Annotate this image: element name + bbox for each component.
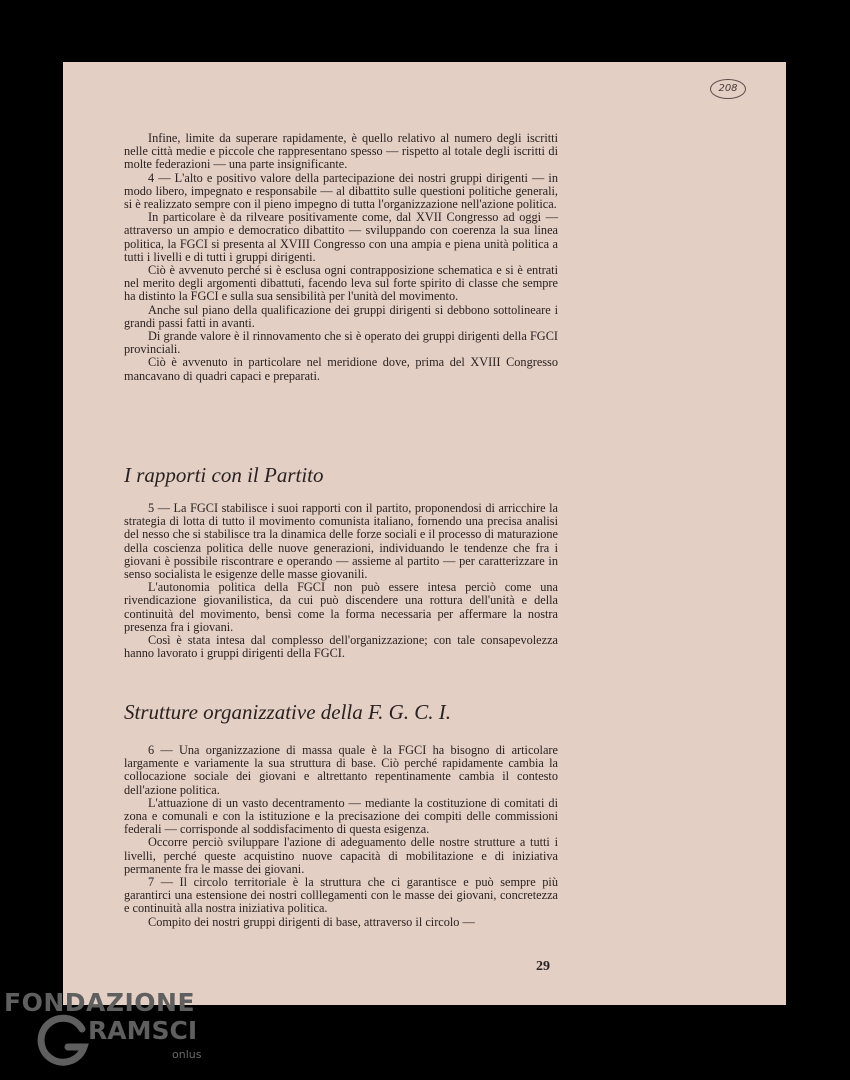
paragraph: Occorre perciò sviluppare l'azione di adeguamento delle nostre strutture a tutti i livelli, perché queste acquistino nuove capacità di mobilitazione e di iniziativa permanente fra le masse dei giovani.: [124, 835, 558, 876]
watermark-line2: RAMSCI: [88, 1016, 198, 1045]
paragraph: L'autonomia politica della FGCI non può essere intesa perciò come una rivendicazione giovanilistica, da cui può discendere una rottura dell'unità e della continuità del movimento, bensì come la forma necessaria per affermare la nostra presenza fra i giovani.: [124, 580, 558, 634]
paragraph: Compito dei nostri gruppi dirigenti di base, attraverso il circolo —: [148, 914, 475, 929]
document-page: [63, 62, 786, 1005]
watermark-line3: onlus: [172, 1048, 202, 1061]
paragraph: Anche sul piano della qualificazione dei gruppi dirigenti si debbono sottolineare i grandi passi fatti in avanti.: [124, 302, 558, 330]
paragraph: 7 — Il circolo territoriale è la struttura che ci garantisce e può sempre più garantirci una estensione dei nostri colllegamenti con le masse dei giovani, concretezza e continuità alla nostra iniziativa politica.: [124, 875, 558, 916]
paragraph: Di grande valore è il rinnovamento che si è operato dei gruppi dirigenti della FGCI provinciali.: [124, 329, 558, 357]
paragraph: 4 — L'alto e positivo valore della partecipazione dei nostri gruppi dirigenti — in modo libero, impegnato e responsabile — al dibattito sulle questioni politiche generali, si è realizzato sempre con il pieno impegno di tutta l'organizzazione nell'azione politica.: [124, 170, 558, 212]
section-3-body: [124, 744, 558, 929]
paragraph: In particolare è da rilveare positivamente come, dal XVII Congresso ad oggi — attraverso un ampio e democratico dibattito — sviluppando con coerenza la sua linea politica, la FGCI si presenta al XVIII Congresso con una ampia e piena unità politica a tutti i livelli e di tutti i gruppi dirigenti.: [124, 210, 558, 264]
paragraph: Ciò è avvenuto perché si è esclusa ogni contrapposizione schematica e si è entrati nel merito degli argomenti dibattuti, facendo leva sul forte spirito di classe che sempre ha distinto la FGCI e sulla sua sensibilità per l'unità del movimento.: [124, 263, 558, 304]
g-swirl-icon: [36, 1013, 92, 1069]
paragraph: Così è stata intesa dal complesso dell'organizzazione; con tale consapevolezza hanno lavorato i gruppi dirigenti della FGCI.: [124, 633, 558, 661]
section-heading-strutture: Strutture organizzative della F. G. C. I.: [124, 700, 452, 724]
watermark-line1: FONDAZIONE: [4, 988, 196, 1017]
paragraph: Infine, limite da superare rapidamente, è quello relativo al numero degli iscritti nelle città medie e piccole che rappresentano spesso — rispetto al totale degli iscritti di molte federazioni — una parte insignificante.: [124, 131, 558, 172]
archive-number-stamp: 208: [710, 79, 746, 99]
section-2-body: [124, 502, 558, 660]
paragraph: Ciò è avvenuto in particolare nel meridione dove, prima del XVIII Congresso mancavano di quadri capaci e preparati.: [124, 355, 558, 383]
paragraph: 6 — Una organizzazione di massa quale è la FGCI ha bisogno di articolare largamente e variamente la sua struttura di base. Ciò perché rapidamente cambia la collocazione sociale dei giovani e altrettanto repentinamente cambia il contesto dell'azione politica.: [124, 743, 558, 797]
page-number: 29: [536, 959, 550, 974]
section-1-body: [124, 132, 558, 383]
watermark-logo: [4, 988, 214, 1078]
paragraph: L'attuazione di un vasto decentramento — mediante la costituzione di comitati di zona e comunali e con la istituzione e la precisazione dei compiti delle commissioni federali — corrisponde al soddisfacimento di questa esigenza.: [124, 795, 558, 837]
section-heading-rapporti: I rapporti con il Partito: [124, 463, 324, 487]
paragraph: 5 — La FGCI stabilisce i suoi rapporti con il partito, proponendosi di arricchire la strategia di lotta di tutto il movimento comunista italiano, fornendo una precisa analisi del nesso che si stabilisce tra la dinamica delle forze sociali e il processo di maturazione della coscienza politica delle nuove generazioni, individuando le tendenze che fra i giovani è possibile riscontrare e operando — assieme al partito — per caratterizzare in senso socialista le esigenze delle masse giovanili.: [124, 501, 558, 582]
